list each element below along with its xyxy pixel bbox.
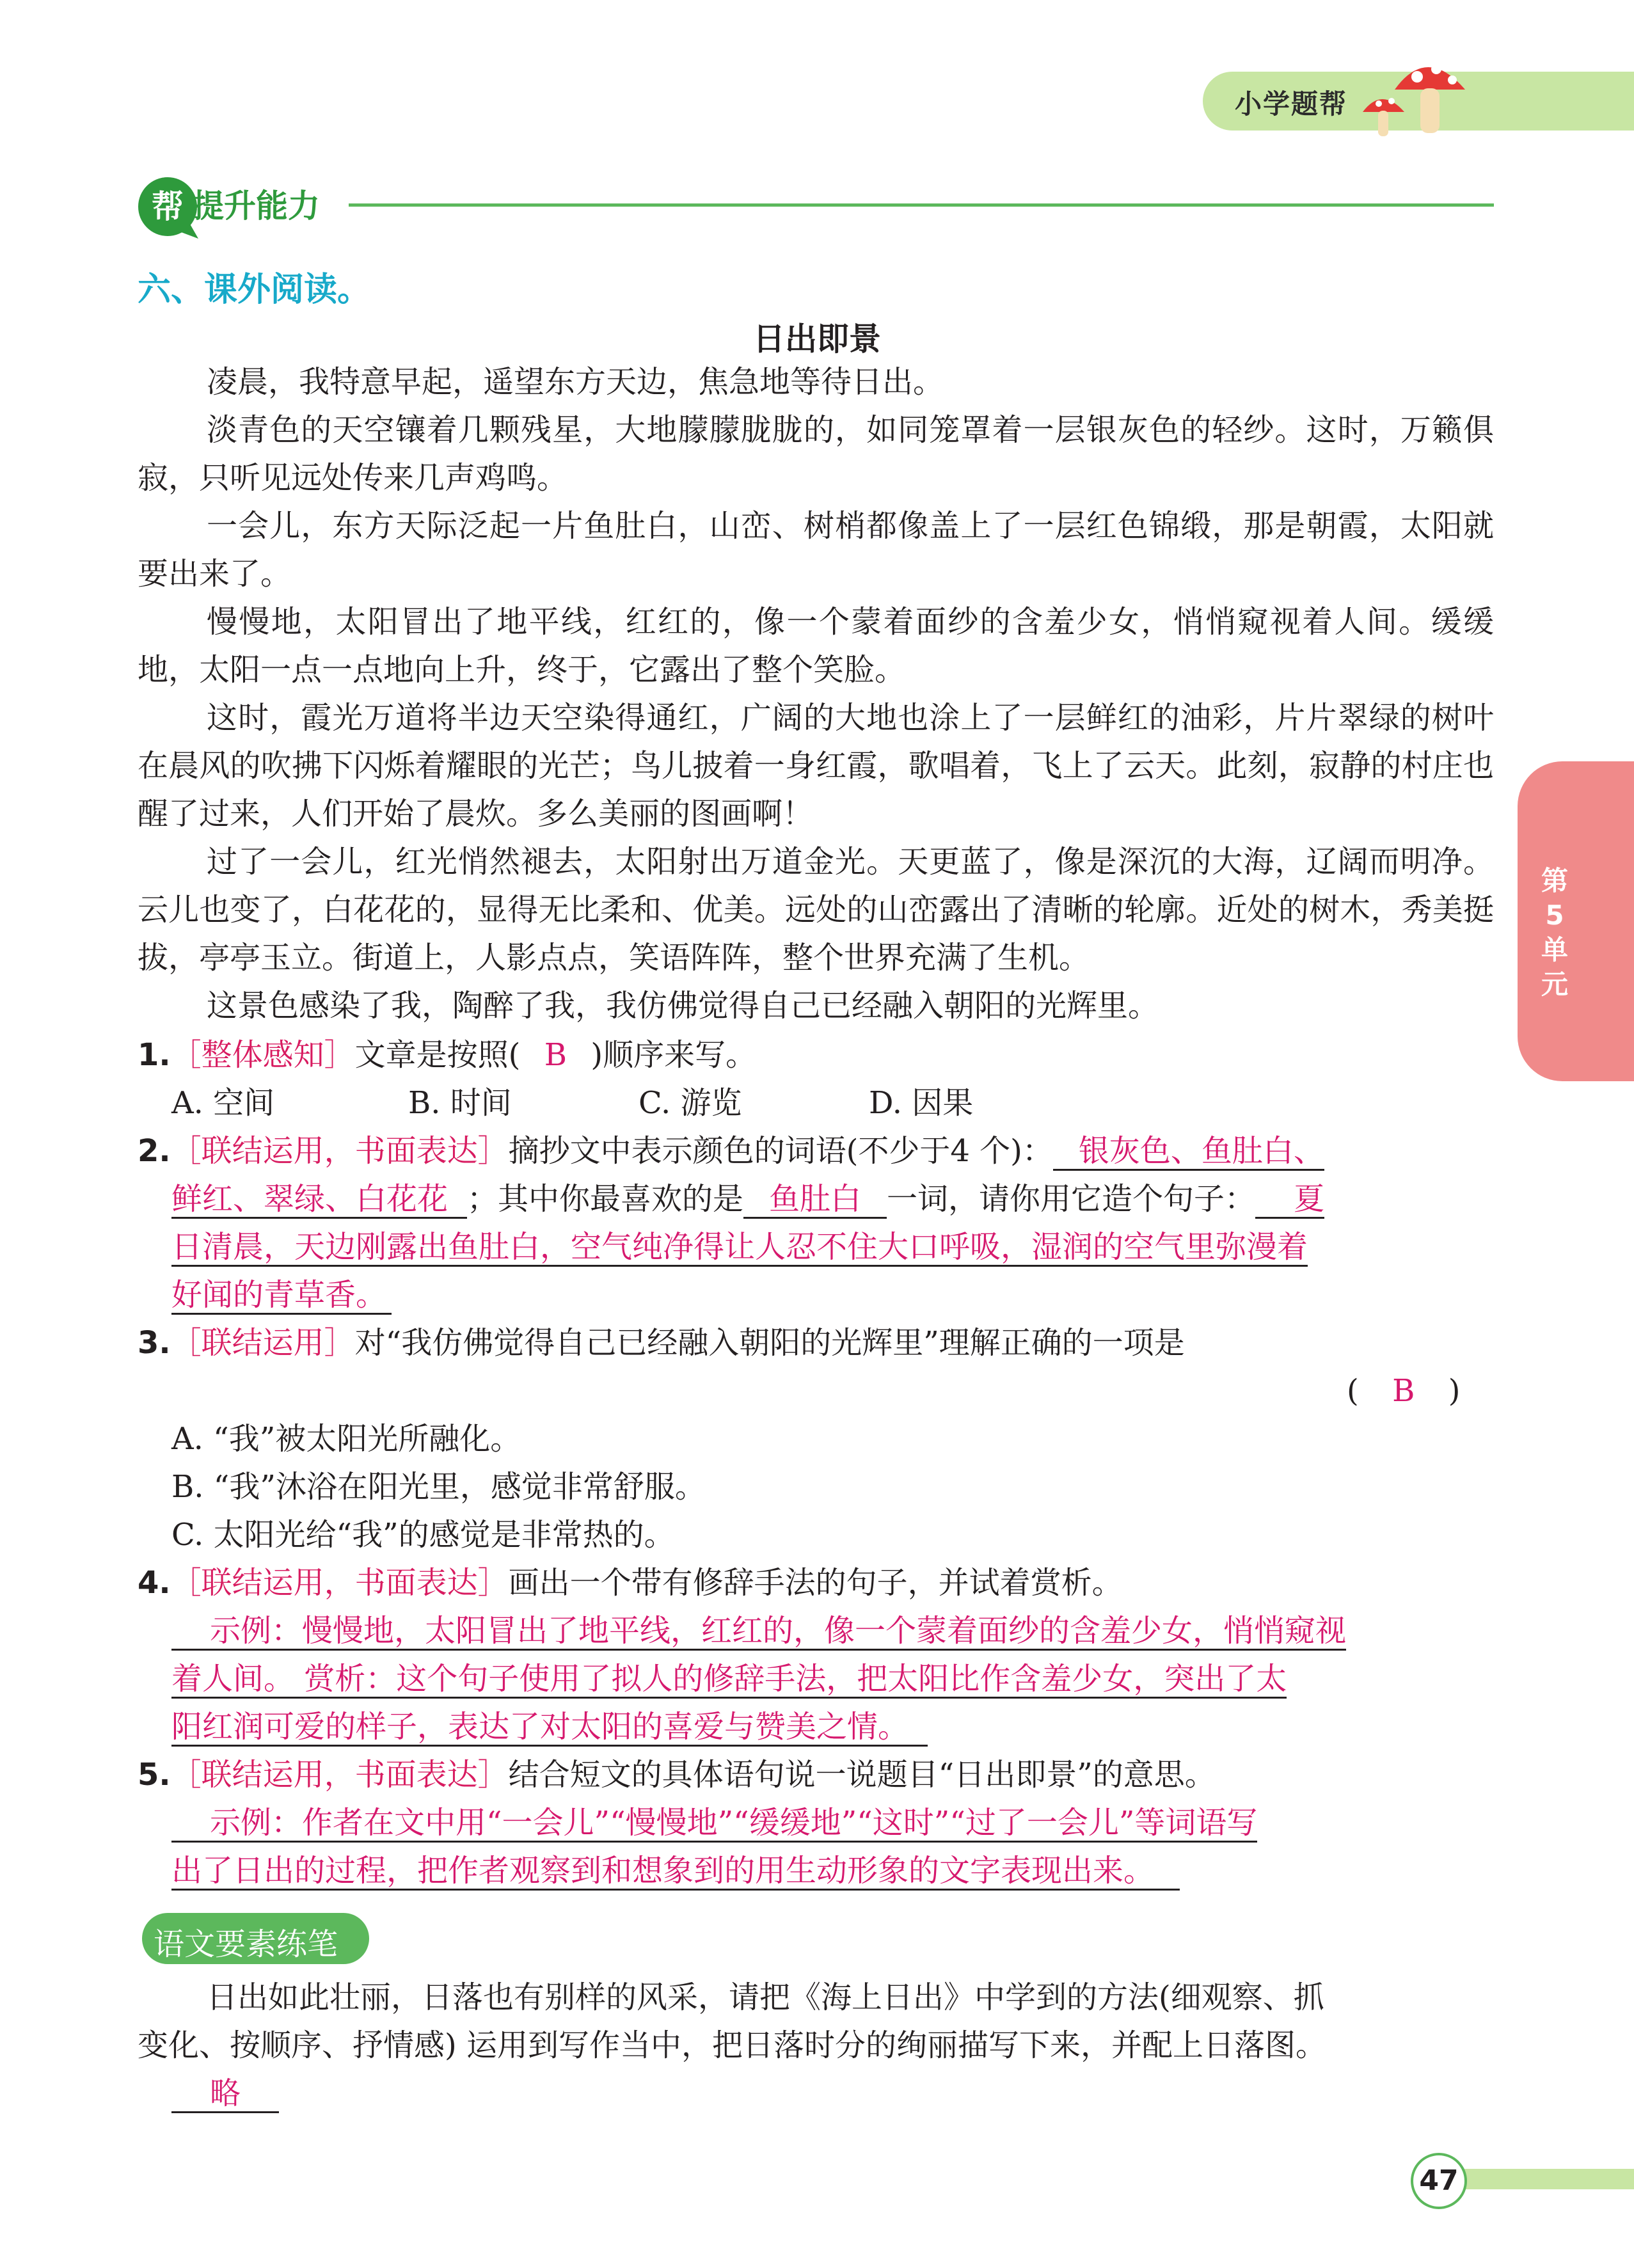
answer-text: 示例：作者在文中用“一会儿”“慢慢地”“缓缓地”“这时”“过了一会儿”等词语写 [171, 1805, 1257, 1843]
question-3-answer-slot [1347, 1367, 1494, 1415]
question-tag: ［联结运用，书面表达］ [170, 1565, 509, 1601]
answer-line [171, 1223, 1494, 1271]
passage-paragraph: 过了一会儿，红光悄然褪去，太阳射出万道金光。天更蓝了，像是深沉的大海，辽阔而明净。云儿也变了，白花花的，显得无比柔和、优美。远处的山峦露出了清晰的轮廓。近处的树木，秀美挺拔，亭亭玉立。街道上，人影点点，笑语阵阵，整个世界充满了生机。 [138, 844, 1494, 976]
page-number-bar [1446, 2169, 1634, 2189]
option-a: A. 空间 [171, 1085, 275, 1121]
answer-line [171, 1607, 1494, 1655]
question-tag: ［联结运用］ [170, 1325, 355, 1361]
question-stem: ；其中你最喜欢的是 [467, 1181, 744, 1217]
section-title: 提升能力 [192, 187, 320, 225]
answer-text: 好闻的青草香。 [171, 1277, 392, 1315]
answer-choice: B [544, 1037, 567, 1073]
answer-line [171, 1799, 1494, 1847]
passage-title: 日出即景 [753, 321, 881, 358]
question-5 [138, 1751, 1494, 1799]
option-b: B. 时间 [408, 1085, 512, 1121]
answer-text: 出了日出的过程，把作者观察到和想象到的用生动形象的文字表现出来。 [171, 1853, 1180, 1891]
answer-text: 夏 [1255, 1181, 1324, 1219]
question-number: 3. [138, 1325, 171, 1361]
question-1 [138, 1031, 1494, 1079]
passage-paragraph: 一会儿，东方天际泛起一片鱼肚白，山峦、树梢都像盖上了一层红色锦缎，那是朝霞，太阳就要出来了。 [138, 508, 1494, 592]
passage-paragraph: 凌晨，我特意早起，遥望东方天边，焦急地等待日出。 [207, 364, 944, 400]
question-1-options [171, 1079, 1528, 1127]
answer-line [171, 1847, 1528, 1895]
answer-line [171, 1703, 1528, 1751]
section-divider [349, 203, 1494, 207]
mushroom-icon [1350, 51, 1478, 147]
practice-prompt: 日出如此壮丽，日落也有别样的风采，请把《海上日出》中学到的方法(细观察、抓 [207, 1979, 1324, 2015]
question-stem: )顺序来写。 [591, 1037, 757, 1073]
option-a: A. “我”被太阳光所融化。 [171, 1421, 521, 1457]
question-stem: 对“我仿佛觉得自己已经融入朝阳的光辉里”理解正确的一项是 [354, 1325, 1185, 1361]
option-c: C. 太阳光给“我”的感觉是非常热的。 [171, 1517, 675, 1553]
question-3 [138, 1319, 1494, 1367]
question-stem: 结合短文的具体语句说一说题目“日出即景”的意思。 [508, 1757, 1216, 1793]
option-c: C. 游览 [639, 1085, 742, 1121]
answer-line [171, 1271, 1528, 1319]
passage-paragraph: 慢慢地，太阳冒出了地平线，红红的，像一个蒙着面纱的含羞少女，悄悄窥视着人间。缓缓地，太阳一点一点地向上升，终于，它露出了整个笑脸。 [138, 604, 1494, 688]
answer-text: 阳红润可爱的样子，表达了对太阳的喜爱与赞美之情。 [171, 1709, 928, 1747]
question-number: 4. [138, 1565, 171, 1601]
question-stem: 一词，请你用它造个句子： [887, 1181, 1256, 1217]
paren-close: ) [1448, 1373, 1461, 1409]
answer-text: 着人间。 赏析：这个句子使用了拟人的修辞手法，把太阳比作含羞少女，突出了太 [171, 1661, 1287, 1699]
option-b: B. “我”沐浴在阳光里，感觉非常舒服。 [171, 1469, 706, 1505]
question-stem: 文章是按照( [354, 1037, 521, 1073]
passage-paragraph: 这景色感染了我，陶醉了我，我仿佛觉得自己已经融入朝阳的光辉里。 [207, 988, 1159, 1024]
unit-side-tab-label: 第5单元 [1541, 865, 1568, 1000]
answer-text: 略 [171, 2075, 279, 2113]
question-2-line-2 [171, 1175, 1494, 1223]
answer-text: 银灰色、鱼肚白、 [1053, 1133, 1324, 1171]
option-d: D. 因果 [869, 1085, 974, 1121]
question-2 [138, 1127, 1494, 1175]
practice-answer [171, 2070, 1528, 2118]
answer-choice: B [1392, 1373, 1415, 1409]
question-4 [138, 1559, 1494, 1607]
svg-text:帮: 帮 [152, 188, 184, 225]
passage-paragraph: 这时，霞光万道将半边天空染得通红，广阔的大地也涂上了一层鲜红的油彩，片片翠绿的树叶在晨风的吹拂下闪烁着耀眼的光芒；鸟儿披着一身红霞，歌唱着，飞上了云天。此刻，寂静的村庄也醒了过来，人们开始了晨炊。多么美丽的图画啊！ [138, 700, 1494, 832]
question-stem: 摘抄文中表示颜色的词语(不少于4 个)： [508, 1133, 1053, 1169]
question-tag: ［联结运用，书面表达］ [170, 1133, 509, 1169]
question-number: 1. [138, 1037, 171, 1073]
question-number: 2. [138, 1133, 171, 1169]
brand-label: 小学题帮 [1235, 88, 1348, 120]
paren-open: ( [1347, 1373, 1359, 1409]
question-stem: 画出一个带有修辞手法的句子，并试着赏析。 [508, 1565, 1123, 1601]
answer-text: 鱼肚白 [743, 1181, 887, 1219]
part-heading: 六、课外阅读。 [138, 271, 371, 309]
practice-prompt: 变化、按顺序、抒情感) 运用到写作当中，把日落时分的绚丽描写下来，并配上日落图。 [138, 2027, 1326, 2063]
passage-paragraph: 淡青色的天空镶着几颗残星，大地朦朦胧胧的，如同笼罩着一层银灰色的轻纱。这时，万籁俱寂，只听见远处传来几声鸡鸣。 [138, 412, 1494, 496]
practice-badge-label: 语文要素练笔 [154, 1926, 338, 1962]
question-number: 5. [138, 1757, 171, 1793]
answer-text: 鲜红、翠绿、白花花 [171, 1181, 467, 1219]
question-tag: ［联结运用，书面表达］ [170, 1757, 509, 1793]
answer-text: 日清晨，天边刚露出鱼肚白，空气纯净得让人忍不住大口呼吸，湿润的空气里弥漫着 [171, 1229, 1308, 1267]
question-tag: ［整体感知］ [170, 1037, 355, 1073]
page-number: 47 [1411, 2153, 1467, 2209]
answer-line [171, 1655, 1494, 1703]
answer-text: 示例：慢慢地，太阳冒出了地平线，红红的，像一个蒙着面纱的含羞少女，悄悄窥视 [171, 1613, 1346, 1651]
